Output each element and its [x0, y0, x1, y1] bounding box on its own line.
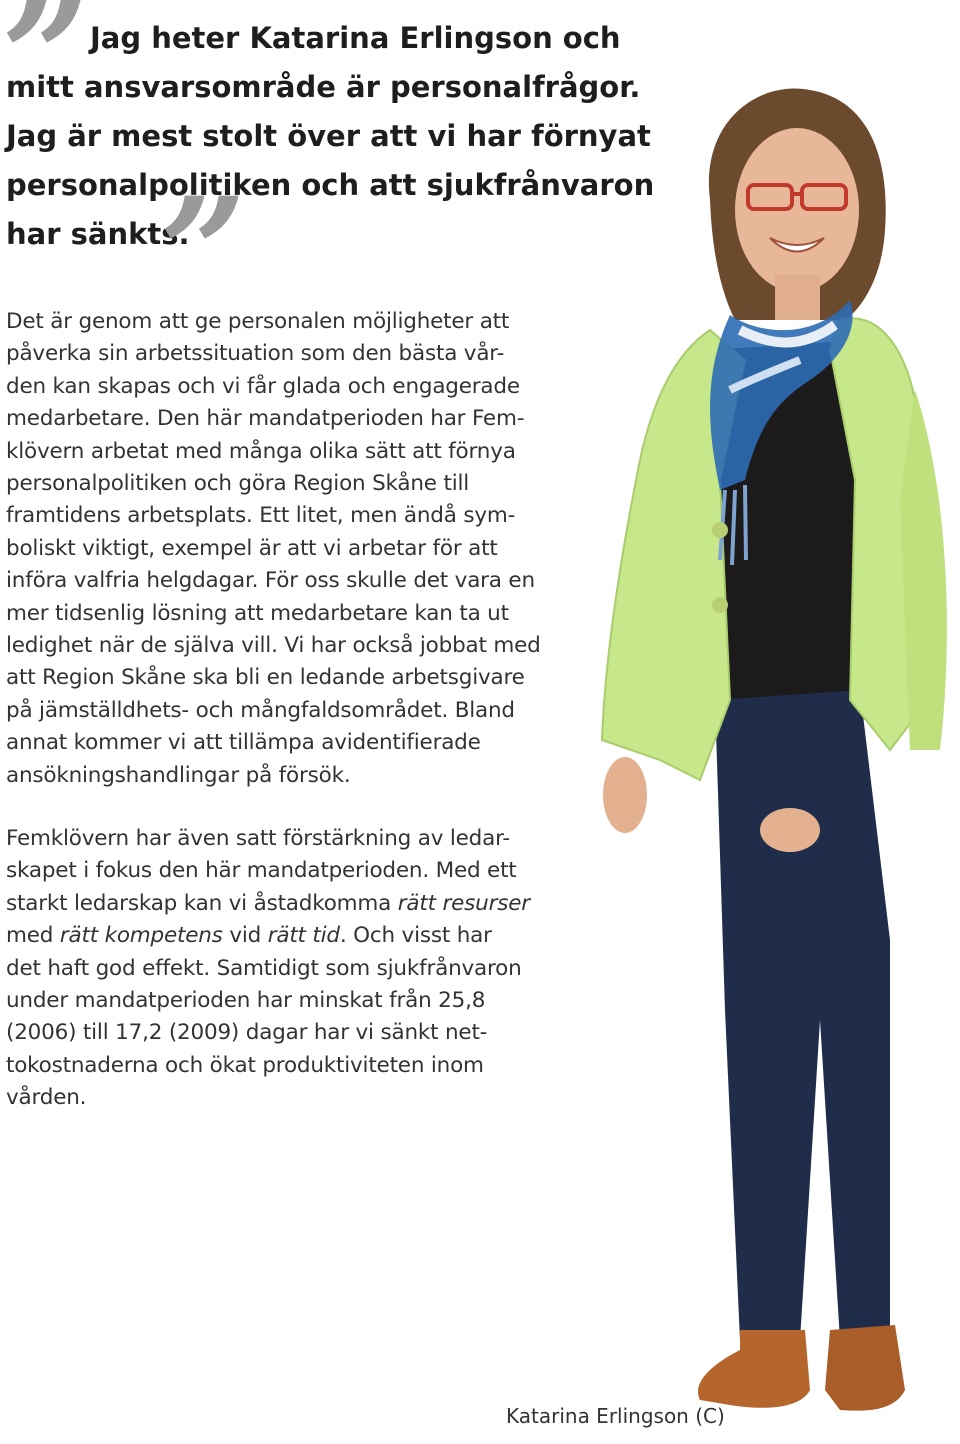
text-line: ansökningshandlingar på försök.: [6, 762, 351, 788]
text-line: personalpolitiken och göra Region Skåne till: [6, 471, 470, 497]
pull-quote-line: mitt ansvarsområde är personalfrågor.: [6, 70, 641, 104]
text-line: [6, 920, 530, 952]
text-line: införa valfria helgdagar. För oss skulle det vara en: [6, 568, 535, 594]
text-line: vården.: [6, 1085, 87, 1111]
text-line: tokostnaderna och ökat produktiviteten inom: [6, 1052, 484, 1078]
jacket-button: [712, 597, 728, 613]
close-quote-mark: ”: [160, 165, 247, 341]
text-line: medarbetare. Den här mandatperioden har Fem-: [6, 406, 525, 432]
italic-phrase: rätt tid: [267, 923, 340, 949]
text-line: boliskt viktigt, exempel är att vi arbetar för att: [6, 535, 498, 561]
jeans: [715, 690, 890, 1340]
text-segment: starkt ledarskap kan vi åstadkomma: [6, 890, 398, 916]
photo-caption: Katarina Erlingson (C): [506, 1404, 725, 1428]
text-line: klövern arbetat med många olika sätt att förnya: [6, 438, 516, 464]
italic-phrase: rätt kompetens: [59, 923, 223, 949]
pull-quote-line: har sänkts.: [6, 217, 190, 251]
text-line: annat kommer vi att tillämpa avidentifierade: [6, 730, 481, 756]
text-line: det haft god effekt. Samtidigt som sjukfrånvaron: [6, 955, 522, 981]
left-hand: [603, 757, 647, 833]
text-line: under mandatperioden har minskat från 25,8: [6, 988, 486, 1014]
text-segment: . Och visst har: [339, 923, 492, 949]
text-segment: vid: [222, 923, 268, 949]
body-paragraph-2: [6, 823, 530, 1115]
open-quote-mark: ”: [2, 0, 89, 145]
text-line: Det är genom att ge personalen möjligheter att: [6, 309, 510, 334]
text-line: att Region Skåne ska bli en ledande arbetsgivare: [6, 665, 525, 691]
jacket-button: [712, 522, 728, 538]
text-line: den kan skapas och vi får glada och engagerade: [6, 373, 520, 399]
body-paragraph-1: [6, 306, 541, 792]
text-line: Femklövern har även satt förstärkning av ledar-: [6, 826, 510, 851]
pull-quote: [6, 14, 655, 259]
text-line: (2006) till 17,2 (2009) dagar har vi sänkt net-: [6, 1020, 488, 1046]
text-line: ledighet när de själva vill. Vi har också jobbat med: [6, 633, 541, 659]
pull-quote-line: personalpolitiken och att sjukfrånvaron: [6, 168, 655, 202]
text-line: på jämställdhets- och mångfaldsområdet. Bland: [6, 697, 515, 723]
text-segment: med: [6, 923, 60, 949]
pull-quote-line: Jag är mest stolt över att vi har förnyat: [6, 119, 651, 153]
left-boot: [698, 1330, 810, 1408]
right-hand: [760, 808, 820, 852]
text-line: mer tidsenlig lösning att medarbetare kan ta ut: [6, 600, 509, 626]
text-line: [6, 888, 530, 920]
text-line: framtidens arbetsplats. Ett litet, men ändå sym-: [6, 503, 516, 529]
italic-phrase: rätt resurser: [397, 890, 530, 916]
right-boot: [825, 1325, 905, 1411]
text-line: skapet i fokus den här mandatperioden. Med ett: [6, 858, 517, 884]
portrait-photo: [560, 60, 960, 1440]
text-line: påverka sin arbetssituation som den bästa vår-: [6, 341, 505, 367]
pull-quote-line: Jag heter Katarina Erlingson och: [90, 21, 621, 55]
